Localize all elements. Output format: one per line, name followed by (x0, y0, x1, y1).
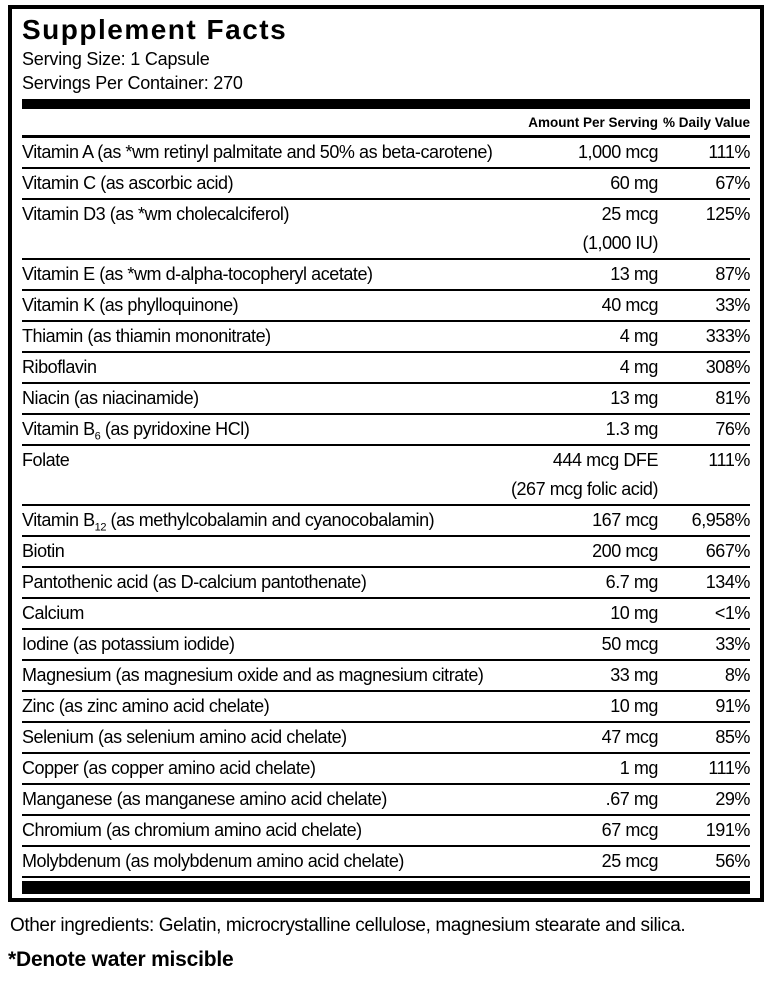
nutrient-amount-cell (508, 692, 658, 721)
nutrient-amount-cell (508, 200, 658, 258)
nutrient-amount-cell (508, 661, 658, 690)
table-row (22, 599, 750, 630)
table-row (22, 138, 750, 169)
nutrient-name: Vitamin D3 (as *wm cholecalciferol) (22, 204, 290, 224)
nutrient-name: Selenium (as selenium amino acid chelate) (22, 727, 347, 747)
table-row (22, 169, 750, 200)
nutrient-name-cell (22, 446, 508, 475)
nutrient-daily-value: 29% (715, 789, 750, 809)
table-row (22, 260, 750, 291)
nutrient-amount-cell (508, 568, 658, 597)
nutrient-amount-cell (508, 353, 658, 382)
nutrient-name-cell (22, 537, 508, 566)
nutrient-amount-cell (508, 599, 658, 628)
nutrient-name: Folate (22, 450, 70, 470)
nutrient-amount-cell (508, 169, 658, 198)
nutrient-daily-value: 76% (715, 419, 750, 439)
table-row (22, 754, 750, 785)
nutrient-amount: 4 mg (619, 357, 658, 377)
nutrient-amount: 25 mcg (601, 204, 658, 224)
nutrient-name: Vitamin B (22, 510, 95, 530)
nutrient-amount: 6.7 mg (605, 572, 658, 592)
nutrient-amount: 33 mg (610, 665, 658, 685)
nutrient-amount: 10 mg (610, 696, 658, 716)
nutrient-amount-cell (508, 446, 658, 504)
thick-rule-top (22, 99, 750, 109)
nutrient-name-cell (22, 384, 508, 413)
nutrient-name: Calcium (22, 603, 84, 623)
table-row (22, 506, 750, 537)
nutrient-amount: 13 mg (610, 264, 658, 284)
nutrient-amount: .67 mg (605, 789, 658, 809)
nutrient-name-cell (22, 599, 508, 628)
nutrient-name-cell (22, 661, 508, 690)
nutrient-daily-value: 308% (705, 357, 750, 377)
nutrient-name-suffix: (as pyridoxine HCl) (100, 419, 250, 439)
nutrient-name: Niacin (as niacinamide) (22, 388, 199, 408)
nutrient-daily-value: 85% (715, 727, 750, 747)
nutrient-name: Vitamin C (as ascorbic acid) (22, 173, 234, 193)
nutrient-name-cell (22, 169, 508, 198)
nutrient-name-cell (22, 200, 508, 229)
nutrient-name-sub: 6 (94, 430, 101, 443)
nutrient-name-cell (22, 506, 508, 535)
nutrient-name-cell (22, 568, 508, 597)
nutrient-name-suffix: (as methylcobalamin and cyanocobalamin) (106, 510, 435, 530)
nutrient-daily-value: 81% (715, 388, 750, 408)
nutrient-amount-cell (508, 537, 658, 566)
nutrient-daily-value: 191% (705, 820, 750, 840)
table-row (22, 692, 750, 723)
table-row (22, 384, 750, 415)
table-row (22, 537, 750, 568)
nutrient-amount: 67 mcg (601, 820, 658, 840)
nutrient-name-cell (22, 322, 508, 351)
table-row (22, 353, 750, 384)
table-row (22, 568, 750, 599)
nutrient-name-sub: 12 (94, 521, 106, 534)
nutrient-amount: 13 mg (610, 388, 658, 408)
nutrient-daily-value: 56% (715, 851, 750, 871)
nutrient-name-cell (22, 415, 508, 444)
table-row (22, 847, 750, 878)
column-header-amount: Amount Per Serving (528, 115, 658, 130)
thick-rule-bottom (22, 881, 750, 894)
nutrient-daily-value: 111% (708, 450, 750, 470)
table-row (22, 723, 750, 754)
column-header-daily-value: % Daily Value (662, 115, 750, 130)
nutrient-name-cell (22, 692, 508, 721)
nutrient-name: Copper (as copper amino acid chelate) (22, 758, 316, 778)
nutrient-name-cell (22, 847, 508, 876)
facts-rows (22, 138, 750, 878)
nutrient-name: Pantothenic acid (as D-calcium pantothenate) (22, 572, 367, 592)
nutrient-amount-cell (508, 723, 658, 752)
nutrient-amount: 47 mcg (601, 727, 658, 747)
nutrient-amount-cell (508, 260, 658, 289)
nutrient-daily-value: 6,958% (691, 510, 750, 530)
nutrient-amount: 50 mcg (601, 634, 658, 654)
nutrient-amount-cell (508, 785, 658, 814)
nutrient-amount-cell (508, 847, 658, 876)
nutrient-amount-cell (508, 506, 658, 535)
nutrient-name: Molybdenum (as molybdenum amino acid chelate) (22, 851, 404, 871)
nutrient-amount-line2: (1,000 IU) (582, 233, 658, 253)
nutrient-name-cell (22, 630, 508, 659)
table-row (22, 322, 750, 353)
nutrient-name: Iodine (as potassium iodide) (22, 634, 235, 654)
nutrient-daily-value: 33% (715, 295, 750, 315)
table-row (22, 446, 750, 506)
nutrient-daily-value: 91% (715, 696, 750, 716)
nutrient-name: Magnesium (as magnesium oxide and as magnesium citrate) (22, 665, 484, 685)
serving-size: Serving Size: 1 Capsule (22, 49, 210, 69)
servings-per-container: Servings Per Container: 270 (22, 73, 243, 93)
nutrient-daily-value: 667% (705, 541, 750, 561)
nutrient-amount: 25 mcg (601, 851, 658, 871)
nutrient-amount-line2: (267 mcg folic acid) (510, 479, 658, 499)
nutrient-name-cell (22, 723, 508, 752)
nutrient-name-cell (22, 816, 508, 845)
nutrient-amount-cell (508, 630, 658, 659)
nutrient-name: Vitamin K (as phylloquinone) (22, 295, 239, 315)
nutrient-daily-value: 87% (715, 264, 750, 284)
nutrient-name: Thiamin (as thiamin mononitrate) (22, 326, 271, 346)
table-row (22, 816, 750, 847)
nutrient-name-cell (22, 260, 508, 289)
nutrient-name-cell (22, 291, 508, 320)
panel-title: Supplement Facts (22, 14, 288, 45)
nutrient-name: Vitamin E (as *wm d-alpha-tocopheryl acetate) (22, 264, 373, 284)
nutrient-amount: 40 mcg (601, 295, 658, 315)
table-row (22, 661, 750, 692)
nutrient-amount: 10 mg (610, 603, 658, 623)
nutrient-name: Chromium (as chromium amino acid chelate) (22, 820, 362, 840)
table-row (22, 630, 750, 661)
nutrient-daily-value: 8% (724, 665, 750, 685)
nutrient-daily-value: 134% (705, 572, 750, 592)
other-ingredients-text: Other ingredients: Gelatin, microcrystalline cellulose, magnesium stearate and silica. (10, 915, 686, 936)
nutrient-amount-cell (508, 322, 658, 351)
nutrient-amount-cell (508, 754, 658, 783)
table-row (22, 291, 750, 322)
nutrient-amount: 1,000 mcg (578, 142, 658, 162)
nutrient-daily-value: <1% (714, 603, 750, 623)
nutrient-name: Manganese (as manganese amino acid chelate) (22, 789, 387, 809)
nutrient-name-cell (22, 785, 508, 814)
nutrient-name: Riboflavin (22, 357, 97, 377)
supplement-facts-panel (8, 5, 764, 902)
nutrient-name-cell (22, 353, 508, 382)
column-header-row (22, 109, 750, 138)
nutrient-name: Vitamin B (22, 419, 95, 439)
nutrient-daily-value: 33% (715, 634, 750, 654)
nutrient-name-cell (22, 138, 508, 167)
nutrient-amount: 1 mg (619, 758, 658, 778)
table-row (22, 200, 750, 260)
nutrient-daily-value: 111% (708, 758, 750, 778)
nutrient-daily-value: 67% (715, 173, 750, 193)
nutrient-amount: 444 mcg DFE (552, 450, 658, 470)
nutrient-daily-value: 125% (705, 204, 750, 224)
table-row (22, 785, 750, 816)
nutrient-daily-value: 111% (708, 142, 750, 162)
nutrient-amount-cell (508, 816, 658, 845)
nutrient-amount: 167 mcg (592, 510, 658, 530)
nutrient-daily-value: 333% (705, 326, 750, 346)
nutrient-amount-cell (508, 384, 658, 413)
nutrient-amount: 4 mg (619, 326, 658, 346)
nutrient-amount-cell (508, 291, 658, 320)
nutrient-amount-cell (508, 415, 658, 444)
nutrient-name: Zinc (as zinc amino acid chelate) (22, 696, 270, 716)
nutrient-amount: 200 mcg (592, 541, 658, 561)
nutrient-amount: 1.3 mg (605, 419, 658, 439)
nutrient-name-cell (22, 754, 508, 783)
nutrient-amount: 60 mg (610, 173, 658, 193)
water-miscible-note: *Denote water miscible (8, 948, 234, 971)
nutrient-name: Vitamin A (as *wm retinyl palmitate and 50% as beta-carotene) (22, 142, 493, 162)
nutrient-name: Biotin (22, 541, 65, 561)
table-row (22, 415, 750, 446)
nutrient-amount-cell (508, 138, 658, 167)
